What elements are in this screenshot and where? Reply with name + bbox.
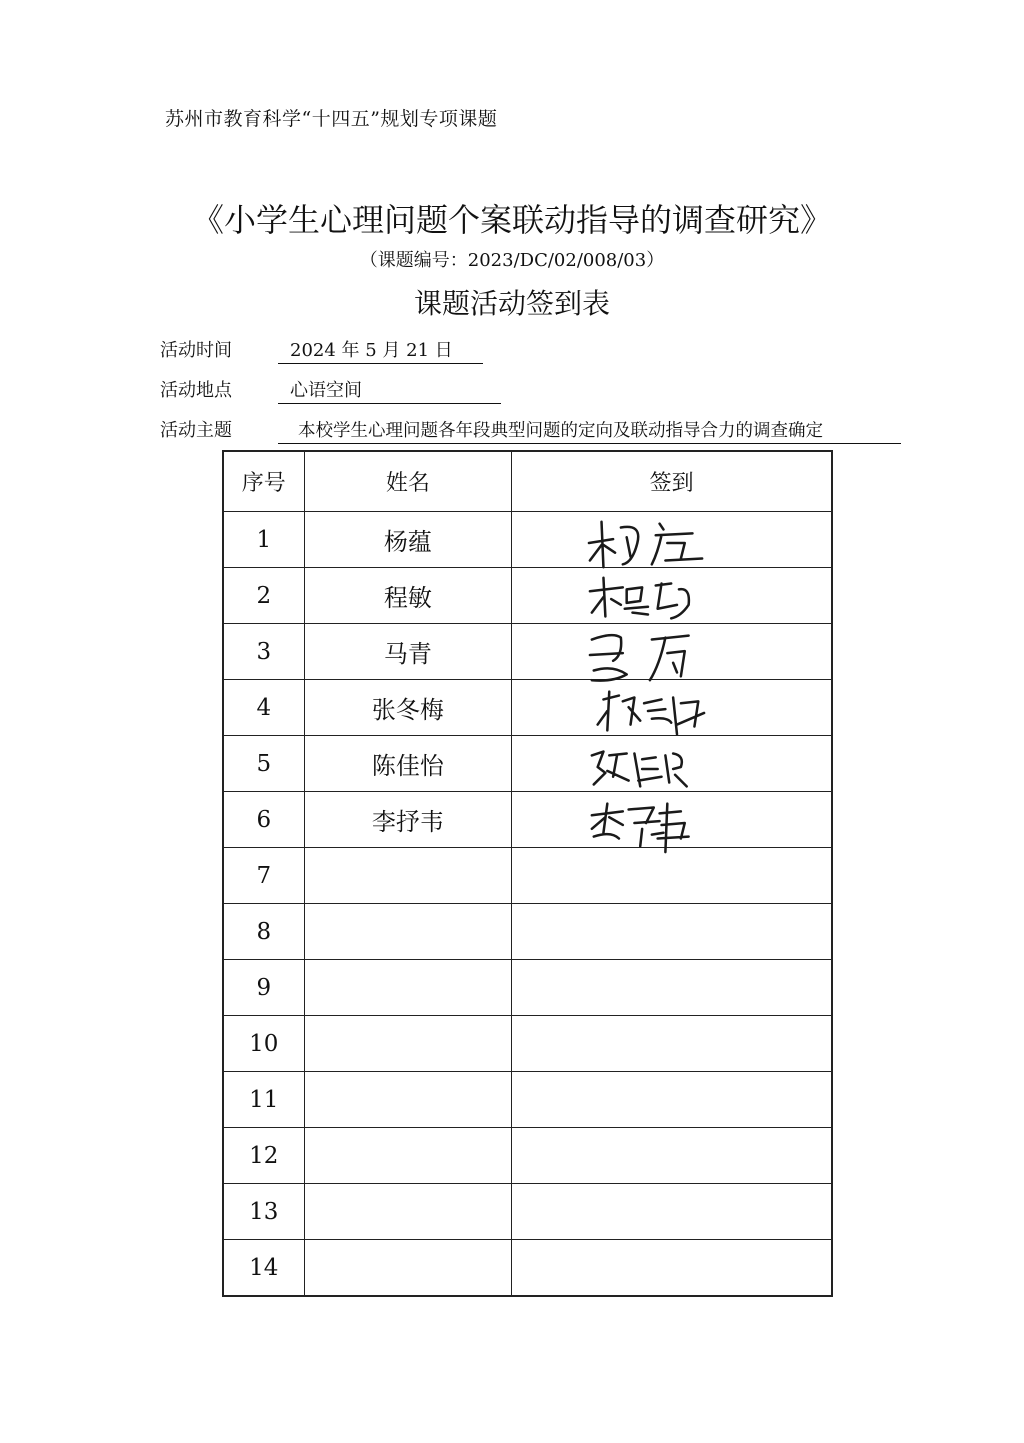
handwritten-signature [572,682,722,742]
row-signature-cell [512,904,832,960]
table-row [223,960,832,1016]
row-number: 6 [223,792,304,848]
row-name: 张冬梅 [304,680,512,736]
table-header-row [223,451,832,512]
table-row [223,1184,832,1240]
row-signature-cell [512,1240,832,1297]
row-number: 10 [223,1016,304,1072]
row-number: 13 [223,1184,304,1240]
row-number: 5 [223,736,304,792]
activity-time-field [160,336,483,364]
row-signature-cell [512,680,832,736]
row-signature-cell [512,960,832,1016]
handwritten-signature [572,794,722,854]
activity-time-label: 活动时间 [160,340,232,361]
row-name: 陈佳怡 [304,736,512,792]
row-name: 马青 [304,624,512,680]
row-number: 1 [223,512,304,568]
row-signature-cell [512,1016,832,1072]
row-name [304,1016,512,1072]
activity-place-label: 活动地点 [160,380,232,401]
row-name: 程敏 [304,568,512,624]
activity-place-value: 心语空间 [278,376,501,404]
row-signature-cell [512,736,832,792]
project-title: 《小学生心理问题个案联动指导的调查研究》 [191,201,832,239]
table-row [223,680,832,736]
activity-place-field [160,376,501,404]
row-number: 2 [223,568,304,624]
table-row [223,1016,832,1072]
table-row [223,848,832,904]
row-number: 7 [223,848,304,904]
row-signature-cell [512,1072,832,1128]
row-signature-cell [512,568,832,624]
row-name [304,904,512,960]
row-name [304,1072,512,1128]
table-row [223,568,832,624]
handwritten-signature [572,514,722,574]
table-row [223,1128,832,1184]
table-row [223,1240,832,1297]
row-name: 李抒韦 [304,792,512,848]
row-signature-cell [512,1184,832,1240]
activity-topic-label: 活动主题 [160,420,232,441]
row-signature-cell [512,792,832,848]
row-number: 3 [223,624,304,680]
table-row [223,792,832,848]
row-name: 杨蕴 [304,512,512,568]
table-row [223,904,832,960]
row-signature-cell [512,848,832,904]
sign-in-table [222,450,833,1297]
table-row [223,1072,832,1128]
activity-topic-value: 本校学生心理问题各年段典型问题的定向及联动指导合力的调查确定 [278,417,901,444]
row-name [304,1240,512,1297]
row-name [304,1184,512,1240]
row-number: 14 [223,1240,304,1297]
header-signature: 签到 [512,451,832,512]
row-number: 9 [223,960,304,1016]
project-code: （课题编号：2023/DC/02/008/03） [359,250,665,271]
row-name [304,848,512,904]
row-name [304,960,512,1016]
row-signature-cell [512,624,832,680]
header-name: 姓名 [304,451,512,512]
handwritten-signature [572,570,722,630]
row-name [304,1128,512,1184]
handwritten-signature [572,738,722,798]
row-number: 12 [223,1128,304,1184]
handwritten-signature [572,626,722,686]
activity-time-value: 2024 年 5 月 21 日 [278,336,483,364]
row-signature-cell [512,1128,832,1184]
table-row [223,512,832,568]
table-row [223,736,832,792]
row-number: 8 [223,904,304,960]
row-number: 4 [223,680,304,736]
table-row [223,624,832,680]
program-header: 苏州市教育科学“十四五”规划专项课题 [165,108,498,130]
row-number: 11 [223,1072,304,1128]
header-number: 序号 [223,451,304,512]
form-title: 课题活动签到表 [413,287,610,320]
row-signature-cell [512,512,832,568]
activity-topic-field [160,416,901,444]
